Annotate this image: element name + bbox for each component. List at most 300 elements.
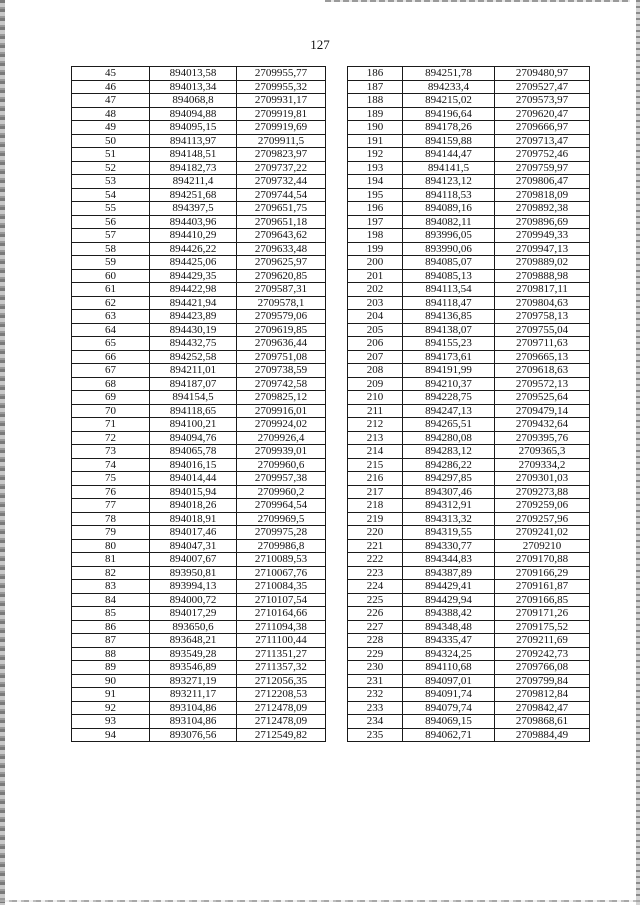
x-coordinate-cell: 894348,48 bbox=[403, 620, 495, 634]
y-coordinate-cell: 2709742,58 bbox=[237, 377, 326, 391]
x-coordinate-cell: 893650,6 bbox=[150, 620, 237, 634]
x-coordinate-cell: 894233,4 bbox=[403, 80, 495, 94]
point-number-cell: 48 bbox=[72, 107, 150, 121]
table-row bbox=[72, 391, 590, 405]
y-coordinate-cell: 2709955,32 bbox=[237, 80, 326, 94]
column-gap bbox=[326, 418, 348, 432]
point-number-cell: 200 bbox=[348, 256, 403, 270]
y-coordinate-cell: 2709633,48 bbox=[237, 242, 326, 256]
point-number-cell: 204 bbox=[348, 310, 403, 324]
column-gap bbox=[326, 715, 348, 729]
x-coordinate-cell: 894191,99 bbox=[403, 364, 495, 378]
x-coordinate-cell: 894387,89 bbox=[403, 566, 495, 580]
y-coordinate-cell: 2709806,47 bbox=[495, 175, 590, 189]
point-number-cell: 213 bbox=[348, 431, 403, 445]
column-gap bbox=[326, 391, 348, 405]
x-coordinate-cell: 894429,94 bbox=[403, 593, 495, 607]
x-coordinate-cell: 894426,22 bbox=[150, 242, 237, 256]
x-coordinate-cell: 894312,91 bbox=[403, 499, 495, 513]
point-number-cell: 71 bbox=[72, 418, 150, 432]
table-row bbox=[72, 499, 590, 513]
x-coordinate-cell: 894015,94 bbox=[150, 485, 237, 499]
point-number-cell: 221 bbox=[348, 539, 403, 553]
x-coordinate-cell: 893271,19 bbox=[150, 674, 237, 688]
x-coordinate-cell: 894113,97 bbox=[150, 134, 237, 148]
point-number-cell: 47 bbox=[72, 94, 150, 108]
point-number-cell: 75 bbox=[72, 472, 150, 486]
point-number-cell: 60 bbox=[72, 269, 150, 283]
point-number-cell: 226 bbox=[348, 607, 403, 621]
y-coordinate-cell: 2709947,13 bbox=[495, 242, 590, 256]
table-row bbox=[72, 148, 590, 162]
y-coordinate-cell: 2709919,81 bbox=[237, 107, 326, 121]
table-row bbox=[72, 377, 590, 391]
y-coordinate-cell: 2709960,6 bbox=[237, 458, 326, 472]
x-coordinate-cell: 893648,21 bbox=[150, 634, 237, 648]
point-number-cell: 227 bbox=[348, 620, 403, 634]
y-coordinate-cell: 2709620,47 bbox=[495, 107, 590, 121]
point-number-cell: 186 bbox=[348, 67, 403, 81]
column-gap bbox=[326, 202, 348, 216]
y-coordinate-cell: 2709166,29 bbox=[495, 566, 590, 580]
column-gap bbox=[326, 229, 348, 243]
y-coordinate-cell: 2709889,02 bbox=[495, 256, 590, 270]
y-coordinate-cell: 2709804,63 bbox=[495, 296, 590, 310]
point-number-cell: 209 bbox=[348, 377, 403, 391]
point-number-cell: 219 bbox=[348, 512, 403, 526]
y-coordinate-cell: 2709823,97 bbox=[237, 148, 326, 162]
y-coordinate-cell: 2709892,38 bbox=[495, 202, 590, 216]
scan-edge-right bbox=[636, 0, 640, 905]
x-coordinate-cell: 894155,23 bbox=[403, 337, 495, 351]
x-coordinate-cell: 894228,75 bbox=[403, 391, 495, 405]
point-number-cell: 89 bbox=[72, 661, 150, 675]
point-number-cell: 87 bbox=[72, 634, 150, 648]
x-coordinate-cell: 894251,68 bbox=[150, 188, 237, 202]
point-number-cell: 72 bbox=[72, 431, 150, 445]
point-number-cell: 74 bbox=[72, 458, 150, 472]
point-number-cell: 222 bbox=[348, 553, 403, 567]
y-coordinate-cell: 2709210 bbox=[495, 539, 590, 553]
point-number-cell: 55 bbox=[72, 202, 150, 216]
table-row bbox=[72, 526, 590, 540]
y-coordinate-cell: 2712478,09 bbox=[237, 701, 326, 715]
y-coordinate-cell: 2709166,85 bbox=[495, 593, 590, 607]
x-coordinate-cell: 894265,51 bbox=[403, 418, 495, 432]
point-number-cell: 58 bbox=[72, 242, 150, 256]
table-row bbox=[72, 593, 590, 607]
point-number-cell: 81 bbox=[72, 553, 150, 567]
y-coordinate-cell: 2709273,88 bbox=[495, 485, 590, 499]
y-coordinate-cell: 2709587,31 bbox=[237, 283, 326, 297]
x-coordinate-cell: 894144,47 bbox=[403, 148, 495, 162]
column-gap bbox=[326, 107, 348, 121]
y-coordinate-cell: 2709259,06 bbox=[495, 499, 590, 513]
point-number-cell: 65 bbox=[72, 337, 150, 351]
y-coordinate-cell: 2710067,76 bbox=[237, 566, 326, 580]
table-row bbox=[72, 121, 590, 135]
x-coordinate-cell: 894211,4 bbox=[150, 175, 237, 189]
table-row bbox=[72, 728, 590, 742]
y-coordinate-cell: 2709957,38 bbox=[237, 472, 326, 486]
x-coordinate-cell: 894110,68 bbox=[403, 661, 495, 675]
x-coordinate-cell: 894018,26 bbox=[150, 499, 237, 513]
point-number-cell: 188 bbox=[348, 94, 403, 108]
y-coordinate-cell: 2709713,47 bbox=[495, 134, 590, 148]
x-coordinate-cell: 894252,58 bbox=[150, 350, 237, 364]
point-number-cell: 202 bbox=[348, 283, 403, 297]
table-row bbox=[72, 404, 590, 418]
column-gap bbox=[326, 458, 348, 472]
y-coordinate-cell: 2709888,98 bbox=[495, 269, 590, 283]
point-number-cell: 235 bbox=[348, 728, 403, 742]
column-gap bbox=[326, 269, 348, 283]
point-number-cell: 210 bbox=[348, 391, 403, 405]
point-number-cell: 73 bbox=[72, 445, 150, 459]
y-coordinate-cell: 2709171,26 bbox=[495, 607, 590, 621]
x-coordinate-cell: 894148,51 bbox=[150, 148, 237, 162]
x-coordinate-cell: 894069,15 bbox=[403, 715, 495, 729]
y-coordinate-cell: 2711094,38 bbox=[237, 620, 326, 634]
column-gap bbox=[326, 472, 348, 486]
point-number-cell: 61 bbox=[72, 283, 150, 297]
point-number-cell: 191 bbox=[348, 134, 403, 148]
point-number-cell: 54 bbox=[72, 188, 150, 202]
point-number-cell: 90 bbox=[72, 674, 150, 688]
y-coordinate-cell: 2709884,49 bbox=[495, 728, 590, 742]
column-gap bbox=[326, 67, 348, 81]
table-row bbox=[72, 688, 590, 702]
x-coordinate-cell: 894089,16 bbox=[403, 202, 495, 216]
column-gap bbox=[326, 593, 348, 607]
column-gap bbox=[326, 337, 348, 351]
y-coordinate-cell: 2709955,77 bbox=[237, 67, 326, 81]
x-coordinate-cell: 894182,73 bbox=[150, 161, 237, 175]
table-row bbox=[72, 296, 590, 310]
y-coordinate-cell: 2709926,4 bbox=[237, 431, 326, 445]
y-coordinate-cell: 2709975,28 bbox=[237, 526, 326, 540]
coordinates-table bbox=[71, 66, 590, 742]
x-coordinate-cell: 894313,32 bbox=[403, 512, 495, 526]
y-coordinate-cell: 2709737,22 bbox=[237, 161, 326, 175]
x-coordinate-cell: 893546,89 bbox=[150, 661, 237, 675]
point-number-cell: 59 bbox=[72, 256, 150, 270]
point-number-cell: 88 bbox=[72, 647, 150, 661]
column-gap bbox=[326, 620, 348, 634]
x-coordinate-cell: 894085,13 bbox=[403, 269, 495, 283]
point-number-cell: 195 bbox=[348, 188, 403, 202]
y-coordinate-cell: 2709842,47 bbox=[495, 701, 590, 715]
x-coordinate-cell: 894014,44 bbox=[150, 472, 237, 486]
point-number-cell: 196 bbox=[348, 202, 403, 216]
table-row bbox=[72, 134, 590, 148]
point-number-cell: 80 bbox=[72, 539, 150, 553]
x-coordinate-cell: 894094,76 bbox=[150, 431, 237, 445]
y-coordinate-cell: 2709964,54 bbox=[237, 499, 326, 513]
y-coordinate-cell: 2709799,84 bbox=[495, 674, 590, 688]
point-number-cell: 83 bbox=[72, 580, 150, 594]
table-row bbox=[72, 323, 590, 337]
table-row bbox=[72, 431, 590, 445]
y-coordinate-cell: 2709752,46 bbox=[495, 148, 590, 162]
point-number-cell: 63 bbox=[72, 310, 150, 324]
table-row bbox=[72, 161, 590, 175]
column-gap bbox=[326, 161, 348, 175]
y-coordinate-cell: 2709257,96 bbox=[495, 512, 590, 526]
column-gap bbox=[326, 94, 348, 108]
x-coordinate-cell: 894018,91 bbox=[150, 512, 237, 526]
column-gap bbox=[326, 134, 348, 148]
x-coordinate-cell: 894397,5 bbox=[150, 202, 237, 216]
column-gap bbox=[326, 445, 348, 459]
table-row bbox=[72, 283, 590, 297]
x-coordinate-cell: 894100,21 bbox=[150, 418, 237, 432]
column-gap bbox=[326, 539, 348, 553]
x-coordinate-cell: 894138,07 bbox=[403, 323, 495, 337]
y-coordinate-cell: 2712056,35 bbox=[237, 674, 326, 688]
point-number-cell: 94 bbox=[72, 728, 150, 742]
table-row bbox=[72, 566, 590, 580]
point-number-cell: 189 bbox=[348, 107, 403, 121]
y-coordinate-cell: 2709525,64 bbox=[495, 391, 590, 405]
x-coordinate-cell: 894283,12 bbox=[403, 445, 495, 459]
point-number-cell: 93 bbox=[72, 715, 150, 729]
column-gap bbox=[326, 404, 348, 418]
y-coordinate-cell: 2709738,59 bbox=[237, 364, 326, 378]
x-coordinate-cell: 894429,41 bbox=[403, 580, 495, 594]
point-number-cell: 228 bbox=[348, 634, 403, 648]
table-row bbox=[72, 229, 590, 243]
x-coordinate-cell: 894047,31 bbox=[150, 539, 237, 553]
y-coordinate-cell: 2709578,1 bbox=[237, 296, 326, 310]
column-gap bbox=[326, 256, 348, 270]
point-number-cell: 197 bbox=[348, 215, 403, 229]
y-coordinate-cell: 2709620,85 bbox=[237, 269, 326, 283]
y-coordinate-cell: 2709939,01 bbox=[237, 445, 326, 459]
column-gap bbox=[326, 175, 348, 189]
y-coordinate-cell: 2709666,97 bbox=[495, 121, 590, 135]
point-number-cell: 66 bbox=[72, 350, 150, 364]
x-coordinate-cell: 894421,94 bbox=[150, 296, 237, 310]
x-coordinate-cell: 894017,46 bbox=[150, 526, 237, 540]
point-number-cell: 50 bbox=[72, 134, 150, 148]
y-coordinate-cell: 2709527,47 bbox=[495, 80, 590, 94]
y-coordinate-cell: 2709732,44 bbox=[237, 175, 326, 189]
y-coordinate-cell: 2709744,54 bbox=[237, 188, 326, 202]
point-number-cell: 224 bbox=[348, 580, 403, 594]
point-number-cell: 194 bbox=[348, 175, 403, 189]
y-coordinate-cell: 2709758,13 bbox=[495, 310, 590, 324]
point-number-cell: 205 bbox=[348, 323, 403, 337]
column-gap bbox=[326, 553, 348, 567]
x-coordinate-cell: 894017,29 bbox=[150, 607, 237, 621]
x-coordinate-cell: 893990,06 bbox=[403, 242, 495, 256]
point-number-cell: 77 bbox=[72, 499, 150, 513]
y-coordinate-cell: 2709211,69 bbox=[495, 634, 590, 648]
y-coordinate-cell: 2709817,11 bbox=[495, 283, 590, 297]
point-number-cell: 62 bbox=[72, 296, 150, 310]
x-coordinate-cell: 894065,78 bbox=[150, 445, 237, 459]
column-gap bbox=[326, 242, 348, 256]
y-coordinate-cell: 2709432,64 bbox=[495, 418, 590, 432]
point-number-cell: 49 bbox=[72, 121, 150, 135]
scan-edge-top bbox=[325, 0, 630, 2]
point-number-cell: 56 bbox=[72, 215, 150, 229]
x-coordinate-cell: 894429,35 bbox=[150, 269, 237, 283]
table-row bbox=[72, 269, 590, 283]
y-coordinate-cell: 2709365,3 bbox=[495, 445, 590, 459]
y-coordinate-cell: 2709161,87 bbox=[495, 580, 590, 594]
point-number-cell: 220 bbox=[348, 526, 403, 540]
y-coordinate-cell: 2709170,88 bbox=[495, 553, 590, 567]
y-coordinate-cell: 2710084,35 bbox=[237, 580, 326, 594]
x-coordinate-cell: 894178,26 bbox=[403, 121, 495, 135]
table-row bbox=[72, 607, 590, 621]
table-row bbox=[72, 418, 590, 432]
point-number-cell: 187 bbox=[348, 80, 403, 94]
y-coordinate-cell: 2709651,18 bbox=[237, 215, 326, 229]
y-coordinate-cell: 2709175,52 bbox=[495, 620, 590, 634]
y-coordinate-cell: 2709960,2 bbox=[237, 485, 326, 499]
x-coordinate-cell: 894082,11 bbox=[403, 215, 495, 229]
x-coordinate-cell: 894000,72 bbox=[150, 593, 237, 607]
point-number-cell: 85 bbox=[72, 607, 150, 621]
y-coordinate-cell: 2709911,5 bbox=[237, 134, 326, 148]
column-gap bbox=[326, 296, 348, 310]
column-gap bbox=[326, 566, 348, 580]
x-coordinate-cell: 894410,29 bbox=[150, 229, 237, 243]
x-coordinate-cell: 893211,17 bbox=[150, 688, 237, 702]
column-gap bbox=[326, 512, 348, 526]
x-coordinate-cell: 894422,98 bbox=[150, 283, 237, 297]
point-number-cell: 198 bbox=[348, 229, 403, 243]
x-coordinate-cell: 894159,88 bbox=[403, 134, 495, 148]
point-number-cell: 208 bbox=[348, 364, 403, 378]
column-gap bbox=[326, 485, 348, 499]
y-coordinate-cell: 2709711,63 bbox=[495, 337, 590, 351]
point-number-cell: 218 bbox=[348, 499, 403, 513]
x-coordinate-cell: 894095,15 bbox=[150, 121, 237, 135]
x-coordinate-cell: 894123,12 bbox=[403, 175, 495, 189]
x-coordinate-cell: 894330,77 bbox=[403, 539, 495, 553]
column-gap bbox=[326, 661, 348, 675]
x-coordinate-cell: 894297,85 bbox=[403, 472, 495, 486]
point-number-cell: 216 bbox=[348, 472, 403, 486]
y-coordinate-cell: 2710164,66 bbox=[237, 607, 326, 621]
table-row bbox=[72, 364, 590, 378]
x-coordinate-cell: 894211,01 bbox=[150, 364, 237, 378]
table-row bbox=[72, 67, 590, 81]
x-coordinate-cell: 893104,86 bbox=[150, 701, 237, 715]
point-number-cell: 76 bbox=[72, 485, 150, 499]
x-coordinate-cell: 894344,83 bbox=[403, 553, 495, 567]
y-coordinate-cell: 2709949,33 bbox=[495, 229, 590, 243]
x-coordinate-cell: 894403,96 bbox=[150, 215, 237, 229]
column-gap bbox=[326, 688, 348, 702]
column-gap bbox=[326, 350, 348, 364]
y-coordinate-cell: 2709480,97 bbox=[495, 67, 590, 81]
column-gap bbox=[326, 80, 348, 94]
point-number-cell: 214 bbox=[348, 445, 403, 459]
x-coordinate-cell: 894062,71 bbox=[403, 728, 495, 742]
column-gap bbox=[326, 674, 348, 688]
x-coordinate-cell: 894425,06 bbox=[150, 256, 237, 270]
point-number-cell: 46 bbox=[72, 80, 150, 94]
point-number-cell: 230 bbox=[348, 661, 403, 675]
y-coordinate-cell: 2709969,5 bbox=[237, 512, 326, 526]
x-coordinate-cell: 894068,8 bbox=[150, 94, 237, 108]
y-coordinate-cell: 2709931,17 bbox=[237, 94, 326, 108]
table-row bbox=[72, 701, 590, 715]
y-coordinate-cell: 2709759,97 bbox=[495, 161, 590, 175]
point-number-cell: 207 bbox=[348, 350, 403, 364]
y-coordinate-cell: 2710089,53 bbox=[237, 553, 326, 567]
x-coordinate-cell: 894319,55 bbox=[403, 526, 495, 540]
point-number-cell: 78 bbox=[72, 512, 150, 526]
table-row bbox=[72, 634, 590, 648]
y-coordinate-cell: 2709896,69 bbox=[495, 215, 590, 229]
table-row bbox=[72, 242, 590, 256]
point-number-cell: 223 bbox=[348, 566, 403, 580]
y-coordinate-cell: 2709242,73 bbox=[495, 647, 590, 661]
point-number-cell: 68 bbox=[72, 377, 150, 391]
y-coordinate-cell: 2709573,97 bbox=[495, 94, 590, 108]
x-coordinate-cell: 894013,34 bbox=[150, 80, 237, 94]
point-number-cell: 215 bbox=[348, 458, 403, 472]
column-gap bbox=[326, 728, 348, 742]
y-coordinate-cell: 2709812,84 bbox=[495, 688, 590, 702]
y-coordinate-cell: 2709643,62 bbox=[237, 229, 326, 243]
y-coordinate-cell: 2709986,8 bbox=[237, 539, 326, 553]
table-row bbox=[72, 94, 590, 108]
y-coordinate-cell: 2709766,08 bbox=[495, 661, 590, 675]
x-coordinate-cell: 894085,07 bbox=[403, 256, 495, 270]
x-coordinate-cell: 894173,61 bbox=[403, 350, 495, 364]
table-row bbox=[72, 620, 590, 634]
x-coordinate-cell: 893994,13 bbox=[150, 580, 237, 594]
y-coordinate-cell: 2712549,82 bbox=[237, 728, 326, 742]
y-coordinate-cell: 2709751,08 bbox=[237, 350, 326, 364]
column-gap bbox=[326, 607, 348, 621]
y-coordinate-cell: 2712208,53 bbox=[237, 688, 326, 702]
column-gap bbox=[326, 701, 348, 715]
x-coordinate-cell: 893996,05 bbox=[403, 229, 495, 243]
x-coordinate-cell: 894307,46 bbox=[403, 485, 495, 499]
y-coordinate-cell: 2709636,44 bbox=[237, 337, 326, 351]
point-number-cell: 57 bbox=[72, 229, 150, 243]
column-gap bbox=[326, 647, 348, 661]
y-coordinate-cell: 2709868,61 bbox=[495, 715, 590, 729]
point-number-cell: 92 bbox=[72, 701, 150, 715]
x-coordinate-cell: 893104,86 bbox=[150, 715, 237, 729]
point-number-cell: 86 bbox=[72, 620, 150, 634]
x-coordinate-cell: 893950,81 bbox=[150, 566, 237, 580]
x-coordinate-cell: 894007,67 bbox=[150, 553, 237, 567]
table-row bbox=[72, 580, 590, 594]
x-coordinate-cell: 894013,58 bbox=[150, 67, 237, 81]
x-coordinate-cell: 894335,47 bbox=[403, 634, 495, 648]
point-number-cell: 84 bbox=[72, 593, 150, 607]
x-coordinate-cell: 894196,64 bbox=[403, 107, 495, 121]
x-coordinate-cell: 894141,5 bbox=[403, 161, 495, 175]
y-coordinate-cell: 2711357,32 bbox=[237, 661, 326, 675]
x-coordinate-cell: 894423,89 bbox=[150, 310, 237, 324]
y-coordinate-cell: 2709572,13 bbox=[495, 377, 590, 391]
y-coordinate-cell: 2709618,63 bbox=[495, 364, 590, 378]
table-row bbox=[72, 337, 590, 351]
column-gap bbox=[326, 310, 348, 324]
point-number-cell: 53 bbox=[72, 175, 150, 189]
